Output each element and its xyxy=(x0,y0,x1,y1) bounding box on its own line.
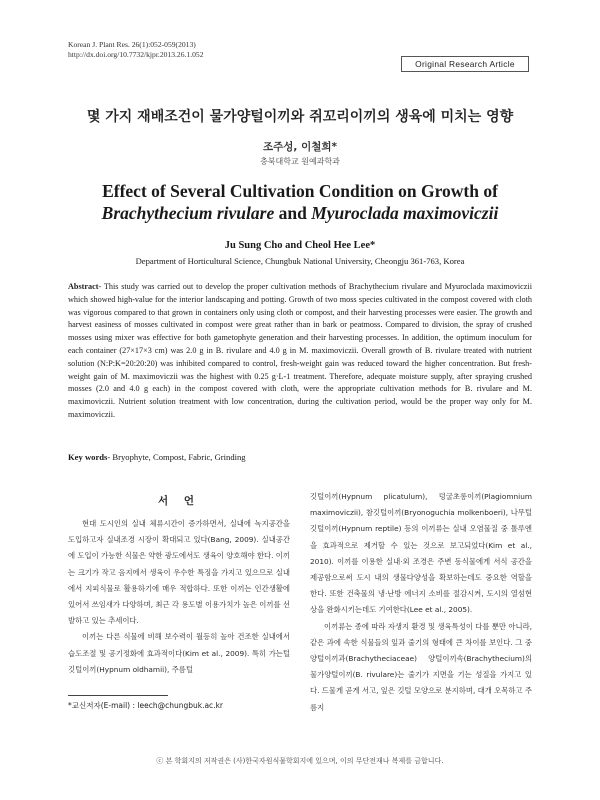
journal-header xyxy=(68,40,204,59)
korean-affiliation: 충북대학교 원예과학과 xyxy=(260,157,340,166)
copyright-notice: ⓒ 본 학회지의 저작권은 (사)한국자원식물학회지에 있으며, 이의 무단전재나 복제를 금합니다. xyxy=(156,757,444,765)
doi-link[interactable]: http://dx.doi.org/10.7732/kjpr.2013.26.1.052 xyxy=(68,49,204,59)
species-name-1: Brachythecium rivulare xyxy=(101,203,275,223)
abstract xyxy=(68,281,532,422)
korean-authors: 조주성, 이철희* xyxy=(263,141,337,153)
right-column xyxy=(310,489,532,716)
footnote-divider xyxy=(68,695,168,696)
english-affiliation: Department of Horticultural Science, Chungbuk National University, Cheongju 361-763, Korea xyxy=(135,256,465,266)
intro-paragraph-1: 현대 도시인의 실내 체류시간이 증가하면서, 실내에 녹지공간을 도입하고자 실내조경 시장이 확대되고 있다(Bang, 2009). 실내공간에 도입이 가능한 식물은 약한 광도에서도 생육이 양호해야 한다. 이끼는 크기가 작고 음지에서 생육이 우수한 특징을 가지고 있으므로 실내에서 지피식물로 활용하기에 매우 적합하다. 또한 이끼는 인간생활에 있어서 쓰임새가 다양하며, 최근 각 용도별 이용가치가 높은 이끼를 선발하고 있는 추세이다. xyxy=(68,519,290,626)
abstract-text: - This study was carried out to develop the proper cultivation methods of Brachythecium rivulare and Myuroclada maximoviczii which showed high-value for the interior landscaping and potting. Growth of two moss species cultivated in the compost covered with cloth was vigorous compared to that grown in containers only using cloth or compost, and their harvesting processes were easier. The growth and harvest easiness of mosses cultivated in compost were great rather than in bark or peatmoss. Compared to division, the spray of crushed mosses using mixer was effective for both gametophyte generation and their harvesting processes. In addition, the optimum inoculum for each container (27×17×3 cm) was 2.0 g in B. rivulare and 4.0 g in M. maximoviczii. Overall growth of B. rivulare treated with nutrient solution (N:P:K=20:20:20) was inhibited compared to control, fresh-weight gain was reduced toward the higher concentration. But fresh-weight gain of M. maximoviczii was the highest with 0.25 g·L-1 treatment. Therefore, adequate moisture supply, after spraying crushed mosses (2.0 and 4.0 g each) in the compost covered with cloth, were the appropriate cultivation methods for B. rivulare and M. maximoviczii. Nutrient solution treatment with low concentration, during the cultivation period, would be the proper way only for M. maximoviczii. xyxy=(68,282,532,419)
intro-paragraph-2: 이끼는 다른 식물에 비해 보수력이 월등히 높아 건조한 실내에서 습도조절 및 공기정화에 효과적이다(Kim et al., 2009). 특히 가는털깃털이끼(Hypnum oldhamii), 주름털 xyxy=(68,632,290,674)
keywords-label: Key words xyxy=(68,452,108,462)
title-conjunction: and xyxy=(274,203,312,223)
corresponding-author-footnote: *교신저자(E-mail) : leech@chungbuk.ac.kr xyxy=(68,701,223,710)
abstract-label: Abstract xyxy=(68,282,99,291)
english-title-line2 xyxy=(0,203,600,224)
species-name-2: Myuroclada maximoviczii xyxy=(311,203,499,223)
journal-citation: Korean J. Plant Res. 26(1):052-059(2013) xyxy=(68,40,196,49)
keywords-text: - Bryophyte, Compost, Fabric, Grinding xyxy=(107,452,246,462)
intro-paragraph-4: 이끼류는 종에 따라 자생지 환경 및 생육특성이 다를 뿐만 아니라, 같은 과에 속한 식물들의 잎과 줄기의 형태에 큰 차이를 보인다. 그 중 양털이끼과(Brachytheciaceae) 양털이끼속(Brachythecium)의 물가양털이끼(B. rivulare)는 줄기가 지면을 기는 성질을 가지고 있다. 드물게 곧게 서고, 잎은 깃털 모양으로 분지하며, 대개 오목하고 주름지 xyxy=(310,621,532,712)
english-authors: Ju Sung Cho and Cheol Hee Lee* xyxy=(224,240,376,251)
intro-paragraph-3: 깃털이끼(Hypnum plicatulum), 덩굴초롱이끼(Plagiomnium maximoviczii), 참깃털이끼(Bryonoguchia molkenboeri), 나무털깃털이끼(Hypnum reptile) 등의 이끼류는 실내 오염물질 중 톨루엔을 효과적으로 제거할 수 있는 것으로 보고되었다(Kim et al., 2010). 이끼를 이용한 실내·외 조경은 주변 동식물에게 서식 공간을 제공함으로써 도시 내의 생물다양성을 확보하는데도 중요한 역할을 한다. 또한 건축물의 냉·난방 에너지 소비를 절감시켜, 도시의 열섬현상을 완화시키는데도 기여한다(Lee et al., 2005). xyxy=(310,492,532,615)
left-column xyxy=(68,516,290,678)
keywords xyxy=(68,452,246,462)
english-title-line1: Effect of Several Cultivation Condition on Growth of xyxy=(102,181,498,201)
section-title-introduction: 서 언 xyxy=(158,495,200,507)
article-type-badge: Original Research Article xyxy=(401,56,529,72)
korean-title: 몇 가지 재배조건이 물가양털이끼와 쥐꼬리이끼의 생육에 미치는 영향 xyxy=(86,109,514,125)
